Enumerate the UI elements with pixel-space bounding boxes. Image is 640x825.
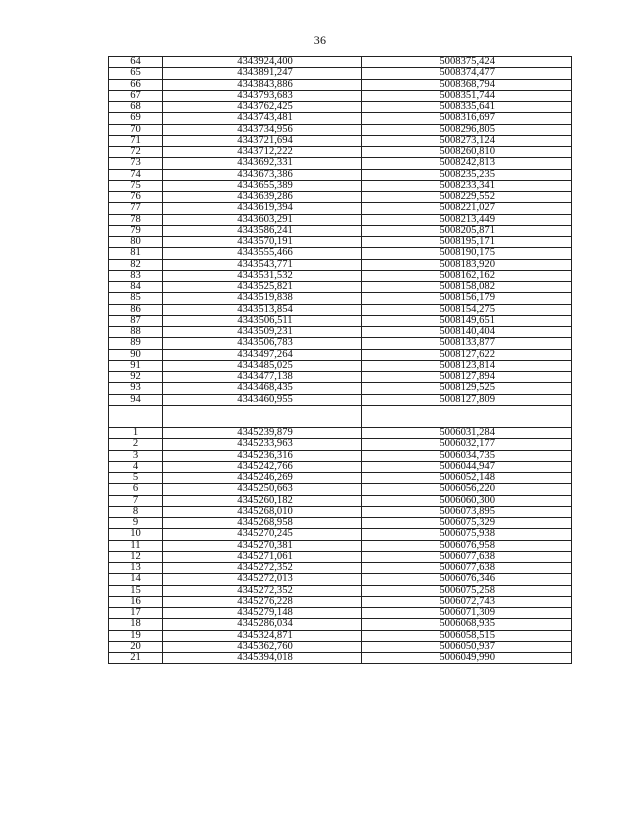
y-coordinate-cell: 5008129,525 bbox=[362, 383, 572, 394]
point-number-cell: 9 bbox=[109, 518, 163, 529]
table-row bbox=[109, 461, 572, 472]
y-coordinate-cell: 5006034,735 bbox=[362, 450, 572, 461]
table-row bbox=[109, 270, 572, 281]
coordinates-table bbox=[108, 56, 572, 664]
x-coordinate-cell: 4345394,018 bbox=[163, 653, 362, 664]
point-number-cell: 93 bbox=[109, 383, 163, 394]
table-row bbox=[109, 360, 572, 371]
y-coordinate-cell: 5008296,805 bbox=[362, 124, 572, 135]
y-coordinate-cell: 5006056,220 bbox=[362, 484, 572, 495]
point-number-cell: 83 bbox=[109, 270, 163, 281]
table-row bbox=[109, 315, 572, 326]
y-coordinate-cell: 5008127,622 bbox=[362, 349, 572, 360]
x-coordinate-cell: 4345276,228 bbox=[163, 596, 362, 607]
table-row bbox=[109, 518, 572, 529]
y-coordinate-cell: 5008368,794 bbox=[362, 79, 572, 90]
point-number-cell: 10 bbox=[109, 529, 163, 540]
point-number-cell: 87 bbox=[109, 315, 163, 326]
table-row bbox=[109, 203, 572, 214]
y-coordinate-cell: 5008140,404 bbox=[362, 327, 572, 338]
point-number-cell: 6 bbox=[109, 484, 163, 495]
table-row bbox=[109, 113, 572, 124]
y-coordinate-cell: 5008374,477 bbox=[362, 68, 572, 79]
table-row bbox=[109, 608, 572, 619]
x-coordinate-cell: 4343531,532 bbox=[163, 270, 362, 281]
x-coordinate-cell: 4345246,269 bbox=[163, 473, 362, 484]
point-number-cell: 75 bbox=[109, 180, 163, 191]
y-coordinate-cell: 5006072,743 bbox=[362, 596, 572, 607]
table-row bbox=[109, 506, 572, 517]
x-coordinate-cell: 4343692,331 bbox=[163, 158, 362, 169]
x-coordinate-cell: 4343485,025 bbox=[163, 360, 362, 371]
point-number-cell: 15 bbox=[109, 585, 163, 596]
y-coordinate-cell: 5006077,638 bbox=[362, 551, 572, 562]
x-coordinate-cell: 4343506,783 bbox=[163, 338, 362, 349]
point-number-cell: 7 bbox=[109, 495, 163, 506]
x-coordinate-cell: 4343712,222 bbox=[163, 147, 362, 158]
x-coordinate-cell: 4345279,148 bbox=[163, 608, 362, 619]
point-number-cell: 79 bbox=[109, 225, 163, 236]
x-coordinate-cell: 4343793,683 bbox=[163, 90, 362, 101]
point-number-cell: 65 bbox=[109, 68, 163, 79]
table-row bbox=[109, 248, 572, 259]
point-number-cell: 68 bbox=[109, 102, 163, 113]
y-coordinate-cell: 5006049,990 bbox=[362, 653, 572, 664]
y-coordinate-cell: 5006075,329 bbox=[362, 518, 572, 529]
table-row bbox=[109, 237, 572, 248]
y-coordinate-cell: 5008335,641 bbox=[362, 102, 572, 113]
y-coordinate-cell: 5008235,235 bbox=[362, 169, 572, 180]
y-coordinate-cell: 5008127,894 bbox=[362, 372, 572, 383]
x-coordinate-cell: 4345239,879 bbox=[163, 428, 362, 439]
table-row bbox=[109, 124, 572, 135]
y-coordinate-cell: 5006058,515 bbox=[362, 630, 572, 641]
x-coordinate-cell: 4345250,663 bbox=[163, 484, 362, 495]
y-coordinate-cell: 5008351,744 bbox=[362, 90, 572, 101]
x-coordinate-cell: 4343497,264 bbox=[163, 349, 362, 360]
x-coordinate-cell: 4343460,955 bbox=[163, 394, 362, 405]
table-row bbox=[109, 304, 572, 315]
x-coordinate-cell: 4343543,771 bbox=[163, 259, 362, 270]
x-coordinate-cell: 4343555,466 bbox=[163, 248, 362, 259]
table-row bbox=[109, 450, 572, 461]
point-number-cell: 82 bbox=[109, 259, 163, 270]
page-number: 36 bbox=[313, 33, 327, 47]
table-row bbox=[109, 473, 572, 484]
table-row bbox=[109, 383, 572, 394]
x-coordinate-cell: 4345270,381 bbox=[163, 540, 362, 551]
table-row bbox=[109, 135, 572, 146]
x-coordinate-cell: 4345260,182 bbox=[163, 495, 362, 506]
point-number-cell: 70 bbox=[109, 124, 163, 135]
table-row bbox=[109, 653, 572, 664]
y-coordinate-cell: 5008190,175 bbox=[362, 248, 572, 259]
table-row bbox=[109, 619, 572, 630]
point-number-cell: 77 bbox=[109, 203, 163, 214]
y-coordinate-cell: 5006075,258 bbox=[362, 585, 572, 596]
x-coordinate-cell: 4345324,871 bbox=[163, 630, 362, 641]
separator-cell bbox=[109, 405, 163, 427]
table-row bbox=[109, 90, 572, 101]
y-coordinate-cell: 5008233,341 bbox=[362, 180, 572, 191]
y-coordinate-cell: 5006044,947 bbox=[362, 461, 572, 472]
x-coordinate-cell: 4343525,821 bbox=[163, 282, 362, 293]
point-number-cell: 18 bbox=[109, 619, 163, 630]
x-coordinate-cell: 4343519,838 bbox=[163, 293, 362, 304]
y-coordinate-cell: 5006031,284 bbox=[362, 428, 572, 439]
point-number-cell: 20 bbox=[109, 641, 163, 652]
y-coordinate-cell: 5008149,651 bbox=[362, 315, 572, 326]
x-coordinate-cell: 4345272,352 bbox=[163, 585, 362, 596]
y-coordinate-cell: 5006077,638 bbox=[362, 563, 572, 574]
x-coordinate-cell: 4345286,034 bbox=[163, 619, 362, 630]
y-coordinate-cell: 5008183,920 bbox=[362, 259, 572, 270]
x-coordinate-cell: 4345268,958 bbox=[163, 518, 362, 529]
point-number-cell: 14 bbox=[109, 574, 163, 585]
table-row bbox=[109, 630, 572, 641]
table-row bbox=[109, 327, 572, 338]
x-coordinate-cell: 4345362,760 bbox=[163, 641, 362, 652]
point-number-cell: 74 bbox=[109, 169, 163, 180]
point-number-cell: 78 bbox=[109, 214, 163, 225]
coordinates-group-b bbox=[109, 428, 572, 664]
point-number-cell: 13 bbox=[109, 563, 163, 574]
y-coordinate-cell: 5006032,177 bbox=[362, 439, 572, 450]
point-number-cell: 90 bbox=[109, 349, 163, 360]
y-coordinate-cell: 5008133,877 bbox=[362, 338, 572, 349]
x-coordinate-cell: 4345268,010 bbox=[163, 506, 362, 517]
table-row bbox=[109, 596, 572, 607]
point-number-cell: 81 bbox=[109, 248, 163, 259]
y-coordinate-cell: 5008213,449 bbox=[362, 214, 572, 225]
point-number-cell: 67 bbox=[109, 90, 163, 101]
table-row bbox=[109, 484, 572, 495]
point-number-cell: 5 bbox=[109, 473, 163, 484]
table-row bbox=[109, 259, 572, 270]
y-coordinate-cell: 5008195,171 bbox=[362, 237, 572, 248]
x-coordinate-cell: 4343619,394 bbox=[163, 203, 362, 214]
x-coordinate-cell: 4345272,013 bbox=[163, 574, 362, 585]
point-number-cell: 21 bbox=[109, 653, 163, 664]
table-row bbox=[109, 293, 572, 304]
point-number-cell: 8 bbox=[109, 506, 163, 517]
x-coordinate-cell: 4343843,886 bbox=[163, 79, 362, 90]
point-number-cell: 64 bbox=[109, 57, 163, 68]
y-coordinate-cell: 5008127,809 bbox=[362, 394, 572, 405]
x-coordinate-cell: 4345271,061 bbox=[163, 551, 362, 562]
y-coordinate-cell: 5008205,871 bbox=[362, 225, 572, 236]
y-coordinate-cell: 5006076,346 bbox=[362, 574, 572, 585]
x-coordinate-cell: 4345272,352 bbox=[163, 563, 362, 574]
x-coordinate-cell: 4343924,400 bbox=[163, 57, 362, 68]
x-coordinate-cell: 4345242,766 bbox=[163, 461, 362, 472]
table-row bbox=[109, 574, 572, 585]
x-coordinate-cell: 4343891,247 bbox=[163, 68, 362, 79]
table-row bbox=[109, 192, 572, 203]
y-coordinate-cell: 5008123,814 bbox=[362, 360, 572, 371]
table-row bbox=[109, 57, 572, 68]
table-row bbox=[109, 158, 572, 169]
x-coordinate-cell: 4343570,191 bbox=[163, 237, 362, 248]
y-coordinate-cell: 5006068,935 bbox=[362, 619, 572, 630]
y-coordinate-cell: 5008316,697 bbox=[362, 113, 572, 124]
x-coordinate-cell: 4343639,286 bbox=[163, 192, 362, 203]
table-row bbox=[109, 349, 572, 360]
table-row bbox=[109, 641, 572, 652]
point-number-cell: 4 bbox=[109, 461, 163, 472]
separator-cell bbox=[362, 405, 572, 427]
point-number-cell: 17 bbox=[109, 608, 163, 619]
point-number-cell: 66 bbox=[109, 79, 163, 90]
table-row bbox=[109, 439, 572, 450]
group-separator bbox=[109, 405, 572, 427]
y-coordinate-cell: 5008260,810 bbox=[362, 147, 572, 158]
point-number-cell: 89 bbox=[109, 338, 163, 349]
x-coordinate-cell: 4343513,854 bbox=[163, 304, 362, 315]
table-row bbox=[109, 495, 572, 506]
point-number-cell: 3 bbox=[109, 450, 163, 461]
table-row bbox=[109, 147, 572, 158]
separator-row bbox=[109, 405, 572, 427]
table-row bbox=[109, 169, 572, 180]
y-coordinate-cell: 5006076,958 bbox=[362, 540, 572, 551]
separator-cell bbox=[163, 405, 362, 427]
y-coordinate-cell: 5008162,162 bbox=[362, 270, 572, 281]
point-number-cell: 76 bbox=[109, 192, 163, 203]
point-number-cell: 19 bbox=[109, 630, 163, 641]
point-number-cell: 86 bbox=[109, 304, 163, 315]
y-coordinate-cell: 5006075,938 bbox=[362, 529, 572, 540]
point-number-cell: 85 bbox=[109, 293, 163, 304]
table-row bbox=[109, 529, 572, 540]
table-row bbox=[109, 428, 572, 439]
point-number-cell: 88 bbox=[109, 327, 163, 338]
table-row bbox=[109, 180, 572, 191]
x-coordinate-cell: 4343506,511 bbox=[163, 315, 362, 326]
x-coordinate-cell: 4343734,956 bbox=[163, 124, 362, 135]
y-coordinate-cell: 5006073,895 bbox=[362, 506, 572, 517]
point-number-cell: 12 bbox=[109, 551, 163, 562]
point-number-cell: 92 bbox=[109, 372, 163, 383]
table-row bbox=[109, 214, 572, 225]
y-coordinate-cell: 5006060,300 bbox=[362, 495, 572, 506]
x-coordinate-cell: 4343468,435 bbox=[163, 383, 362, 394]
table-row bbox=[109, 79, 572, 90]
table-row bbox=[109, 551, 572, 562]
y-coordinate-cell: 5008154,275 bbox=[362, 304, 572, 315]
table-row bbox=[109, 372, 572, 383]
y-coordinate-cell: 5008158,082 bbox=[362, 282, 572, 293]
x-coordinate-cell: 4345233,963 bbox=[163, 439, 362, 450]
table-row bbox=[109, 282, 572, 293]
x-coordinate-cell: 4343673,386 bbox=[163, 169, 362, 180]
point-number-cell: 16 bbox=[109, 596, 163, 607]
point-number-cell: 11 bbox=[109, 540, 163, 551]
table-row bbox=[109, 563, 572, 574]
point-number-cell: 2 bbox=[109, 439, 163, 450]
y-coordinate-cell: 5008229,552 bbox=[362, 192, 572, 203]
point-number-cell: 94 bbox=[109, 394, 163, 405]
x-coordinate-cell: 4343721,694 bbox=[163, 135, 362, 146]
y-coordinate-cell: 5008273,124 bbox=[362, 135, 572, 146]
y-coordinate-cell: 5006050,937 bbox=[362, 641, 572, 652]
x-coordinate-cell: 4345236,316 bbox=[163, 450, 362, 461]
y-coordinate-cell: 5006052,148 bbox=[362, 473, 572, 484]
x-coordinate-cell: 4345270,245 bbox=[163, 529, 362, 540]
point-number-cell: 72 bbox=[109, 147, 163, 158]
y-coordinate-cell: 5008242,813 bbox=[362, 158, 572, 169]
point-number-cell: 80 bbox=[109, 237, 163, 248]
table-row bbox=[109, 540, 572, 551]
x-coordinate-cell: 4343603,291 bbox=[163, 214, 362, 225]
point-number-cell: 69 bbox=[109, 113, 163, 124]
point-number-cell: 84 bbox=[109, 282, 163, 293]
table-row bbox=[109, 68, 572, 79]
x-coordinate-cell: 4343509,231 bbox=[163, 327, 362, 338]
table-row bbox=[109, 102, 572, 113]
y-coordinate-cell: 5008221,027 bbox=[362, 203, 572, 214]
table-row bbox=[109, 225, 572, 236]
x-coordinate-cell: 4343762,425 bbox=[163, 102, 362, 113]
x-coordinate-cell: 4343655,389 bbox=[163, 180, 362, 191]
table-row bbox=[109, 338, 572, 349]
y-coordinate-cell: 5006071,309 bbox=[362, 608, 572, 619]
x-coordinate-cell: 4343743,481 bbox=[163, 113, 362, 124]
table-row bbox=[109, 394, 572, 405]
coordinates-group-a bbox=[109, 57, 572, 406]
x-coordinate-cell: 4343477,138 bbox=[163, 372, 362, 383]
point-number-cell: 91 bbox=[109, 360, 163, 371]
point-number-cell: 71 bbox=[109, 135, 163, 146]
point-number-cell: 73 bbox=[109, 158, 163, 169]
table-row bbox=[109, 585, 572, 596]
point-number-cell: 1 bbox=[109, 428, 163, 439]
x-coordinate-cell: 4343586,241 bbox=[163, 225, 362, 236]
y-coordinate-cell: 5008156,179 bbox=[362, 293, 572, 304]
y-coordinate-cell: 5008375,424 bbox=[362, 57, 572, 68]
